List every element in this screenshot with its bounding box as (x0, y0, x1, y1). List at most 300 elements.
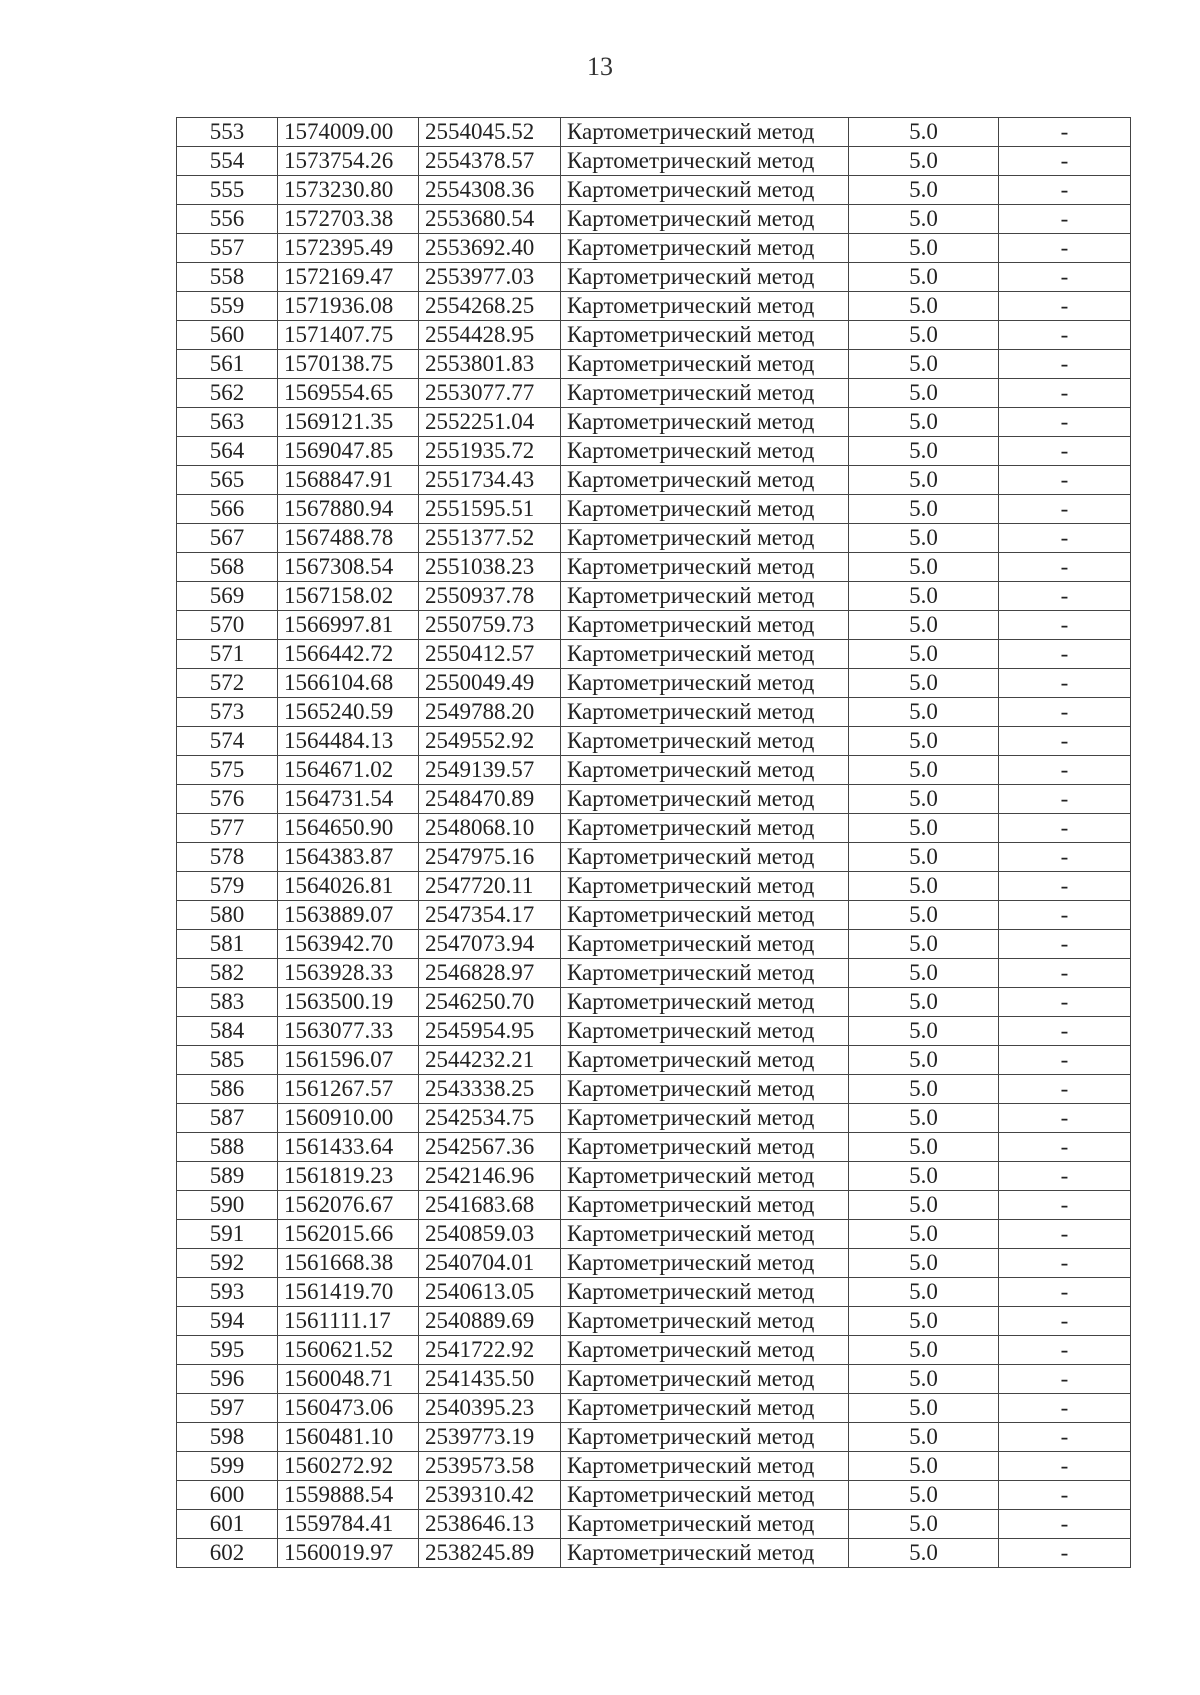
page-number: 13 (587, 52, 613, 81)
x-coordinate-cell: 1560019.97 (278, 1539, 419, 1568)
accuracy-cell: 5.0 (849, 147, 999, 176)
table-row (177, 205, 1131, 234)
table-row (177, 1046, 1131, 1075)
note-cell: - (999, 379, 1131, 408)
y-coordinate-cell: 2554308.36 (419, 176, 561, 205)
method-cell: Картометрический метод (561, 350, 849, 379)
note-cell: - (999, 1075, 1131, 1104)
method-cell: Картометрический метод (561, 466, 849, 495)
point-number-cell: 593 (177, 1278, 278, 1307)
coordinates-table (176, 117, 1131, 1568)
method-cell: Картометрический метод (561, 872, 849, 901)
y-coordinate-cell: 2539310.42 (419, 1481, 561, 1510)
table-row (177, 582, 1131, 611)
y-coordinate-cell: 2550412.57 (419, 640, 561, 669)
method-cell: Картометрический метод (561, 1162, 849, 1191)
y-coordinate-cell: 2548068.10 (419, 814, 561, 843)
method-cell: Картометрический метод (561, 1249, 849, 1278)
y-coordinate-cell: 2549139.57 (419, 756, 561, 785)
note-cell: - (999, 1336, 1131, 1365)
point-number-cell: 569 (177, 582, 278, 611)
note-cell: - (999, 1104, 1131, 1133)
x-coordinate-cell: 1571936.08 (278, 292, 419, 321)
table-row (177, 1133, 1131, 1162)
y-coordinate-cell: 2542534.75 (419, 1104, 561, 1133)
table-row (177, 785, 1131, 814)
note-cell: - (999, 234, 1131, 263)
point-number-cell: 564 (177, 437, 278, 466)
accuracy-cell: 5.0 (849, 872, 999, 901)
table-row (177, 872, 1131, 901)
x-coordinate-cell: 1573230.80 (278, 176, 419, 205)
x-coordinate-cell: 1563928.33 (278, 959, 419, 988)
accuracy-cell: 5.0 (849, 408, 999, 437)
y-coordinate-cell: 2540613.05 (419, 1278, 561, 1307)
note-cell: - (999, 1481, 1131, 1510)
point-number-cell: 583 (177, 988, 278, 1017)
x-coordinate-cell: 1561267.57 (278, 1075, 419, 1104)
method-cell: Картометрический метод (561, 1481, 849, 1510)
note-cell: - (999, 582, 1131, 611)
table-row (177, 234, 1131, 263)
x-coordinate-cell: 1572703.38 (278, 205, 419, 234)
note-cell: - (999, 1162, 1131, 1191)
method-cell: Картометрический метод (561, 437, 849, 466)
point-number-cell: 555 (177, 176, 278, 205)
accuracy-cell: 5.0 (849, 524, 999, 553)
method-cell: Картометрический метод (561, 756, 849, 785)
method-cell: Картометрический метод (561, 118, 849, 147)
table-row (177, 988, 1131, 1017)
x-coordinate-cell: 1561111.17 (278, 1307, 419, 1336)
method-cell: Картометрический метод (561, 1220, 849, 1249)
y-coordinate-cell: 2553977.03 (419, 263, 561, 292)
method-cell: Картометрический метод (561, 1104, 849, 1133)
method-cell: Картометрический метод (561, 901, 849, 930)
x-coordinate-cell: 1574009.00 (278, 118, 419, 147)
accuracy-cell: 5.0 (849, 321, 999, 350)
accuracy-cell: 5.0 (849, 118, 999, 147)
x-coordinate-cell: 1559888.54 (278, 1481, 419, 1510)
note-cell: - (999, 1046, 1131, 1075)
point-number-cell: 565 (177, 466, 278, 495)
point-number-cell: 584 (177, 1017, 278, 1046)
method-cell: Картометрический метод (561, 1017, 849, 1046)
method-cell: Картометрический метод (561, 611, 849, 640)
accuracy-cell: 5.0 (849, 1162, 999, 1191)
note-cell: - (999, 901, 1131, 930)
x-coordinate-cell: 1564650.90 (278, 814, 419, 843)
y-coordinate-cell: 2551038.23 (419, 553, 561, 582)
accuracy-cell: 5.0 (849, 611, 999, 640)
x-coordinate-cell: 1560910.00 (278, 1104, 419, 1133)
note-cell: - (999, 1278, 1131, 1307)
accuracy-cell: 5.0 (849, 176, 999, 205)
y-coordinate-cell: 2551734.43 (419, 466, 561, 495)
table-row (177, 118, 1131, 147)
point-number-cell: 577 (177, 814, 278, 843)
method-cell: Картометрический метод (561, 727, 849, 756)
accuracy-cell: 5.0 (849, 640, 999, 669)
y-coordinate-cell: 2549788.20 (419, 698, 561, 727)
table-row (177, 1278, 1131, 1307)
x-coordinate-cell: 1567880.94 (278, 495, 419, 524)
note-cell: - (999, 118, 1131, 147)
x-coordinate-cell: 1560621.52 (278, 1336, 419, 1365)
method-cell: Картометрический метод (561, 379, 849, 408)
note-cell: - (999, 843, 1131, 872)
point-number-cell: 585 (177, 1046, 278, 1075)
point-number-cell: 576 (177, 785, 278, 814)
x-coordinate-cell: 1564671.02 (278, 756, 419, 785)
table-row (177, 1220, 1131, 1249)
note-cell: - (999, 640, 1131, 669)
y-coordinate-cell: 2547975.16 (419, 843, 561, 872)
table-row (177, 321, 1131, 350)
x-coordinate-cell: 1564484.13 (278, 727, 419, 756)
x-coordinate-cell: 1564731.54 (278, 785, 419, 814)
point-number-cell: 557 (177, 234, 278, 263)
note-cell: - (999, 292, 1131, 321)
table-row (177, 1075, 1131, 1104)
y-coordinate-cell: 2541435.50 (419, 1365, 561, 1394)
point-number-cell: 601 (177, 1510, 278, 1539)
note-cell: - (999, 350, 1131, 379)
accuracy-cell: 5.0 (849, 1307, 999, 1336)
accuracy-cell: 5.0 (849, 1336, 999, 1365)
table-row (177, 466, 1131, 495)
note-cell: - (999, 1539, 1131, 1568)
x-coordinate-cell: 1560272.92 (278, 1452, 419, 1481)
method-cell: Картометрический метод (561, 234, 849, 263)
y-coordinate-cell: 2549552.92 (419, 727, 561, 756)
y-coordinate-cell: 2542567.36 (419, 1133, 561, 1162)
method-cell: Картометрический метод (561, 1307, 849, 1336)
x-coordinate-cell: 1570138.75 (278, 350, 419, 379)
accuracy-cell: 5.0 (849, 205, 999, 234)
method-cell: Картометрический метод (561, 205, 849, 234)
x-coordinate-cell: 1561819.23 (278, 1162, 419, 1191)
note-cell: - (999, 1220, 1131, 1249)
table-row (177, 495, 1131, 524)
y-coordinate-cell: 2554045.52 (419, 118, 561, 147)
x-coordinate-cell: 1562076.67 (278, 1191, 419, 1220)
method-cell: Картометрический метод (561, 814, 849, 843)
note-cell: - (999, 495, 1131, 524)
table-row (177, 408, 1131, 437)
table-row (177, 1017, 1131, 1046)
method-cell: Картометрический метод (561, 669, 849, 698)
y-coordinate-cell: 2551595.51 (419, 495, 561, 524)
y-coordinate-cell: 2539573.58 (419, 1452, 561, 1481)
point-number-cell: 596 (177, 1365, 278, 1394)
x-coordinate-cell: 1566997.81 (278, 611, 419, 640)
method-cell: Картометрический метод (561, 321, 849, 350)
accuracy-cell: 5.0 (849, 466, 999, 495)
point-number-cell: 561 (177, 350, 278, 379)
accuracy-cell: 5.0 (849, 1539, 999, 1568)
y-coordinate-cell: 2547354.17 (419, 901, 561, 930)
x-coordinate-cell: 1563500.19 (278, 988, 419, 1017)
x-coordinate-cell: 1566442.72 (278, 640, 419, 669)
method-cell: Картометрический метод (561, 1394, 849, 1423)
method-cell: Картометрический метод (561, 582, 849, 611)
table-row (177, 176, 1131, 205)
point-number-cell: 572 (177, 669, 278, 698)
method-cell: Картометрический метод (561, 843, 849, 872)
accuracy-cell: 5.0 (849, 1046, 999, 1075)
method-cell: Картометрический метод (561, 930, 849, 959)
point-number-cell: 595 (177, 1336, 278, 1365)
point-number-cell: 568 (177, 553, 278, 582)
table-body (177, 118, 1131, 1568)
table-row (177, 611, 1131, 640)
point-number-cell: 586 (177, 1075, 278, 1104)
x-coordinate-cell: 1563077.33 (278, 1017, 419, 1046)
point-number-cell: 602 (177, 1539, 278, 1568)
y-coordinate-cell: 2545954.95 (419, 1017, 561, 1046)
table-row (177, 930, 1131, 959)
note-cell: - (999, 698, 1131, 727)
point-number-cell: 578 (177, 843, 278, 872)
y-coordinate-cell: 2544232.21 (419, 1046, 561, 1075)
table-row (177, 1249, 1131, 1278)
accuracy-cell: 5.0 (849, 727, 999, 756)
note-cell: - (999, 1510, 1131, 1539)
y-coordinate-cell: 2542146.96 (419, 1162, 561, 1191)
accuracy-cell: 5.0 (849, 1017, 999, 1046)
point-number-cell: 558 (177, 263, 278, 292)
point-number-cell: 599 (177, 1452, 278, 1481)
y-coordinate-cell: 2554428.95 (419, 321, 561, 350)
x-coordinate-cell: 1571407.75 (278, 321, 419, 350)
y-coordinate-cell: 2550759.73 (419, 611, 561, 640)
accuracy-cell: 5.0 (849, 437, 999, 466)
x-coordinate-cell: 1564383.87 (278, 843, 419, 872)
x-coordinate-cell: 1562015.66 (278, 1220, 419, 1249)
y-coordinate-cell: 2553077.77 (419, 379, 561, 408)
point-number-cell: 563 (177, 408, 278, 437)
accuracy-cell: 5.0 (849, 582, 999, 611)
accuracy-cell: 5.0 (849, 1249, 999, 1278)
accuracy-cell: 5.0 (849, 785, 999, 814)
x-coordinate-cell: 1566104.68 (278, 669, 419, 698)
point-number-cell: 597 (177, 1394, 278, 1423)
method-cell: Картометрический метод (561, 1336, 849, 1365)
accuracy-cell: 5.0 (849, 698, 999, 727)
point-number-cell: 570 (177, 611, 278, 640)
point-number-cell: 591 (177, 1220, 278, 1249)
table-row (177, 727, 1131, 756)
point-number-cell: 571 (177, 640, 278, 669)
y-coordinate-cell: 2538646.13 (419, 1510, 561, 1539)
point-number-cell: 562 (177, 379, 278, 408)
accuracy-cell: 5.0 (849, 756, 999, 785)
note-cell: - (999, 814, 1131, 843)
y-coordinate-cell: 2553680.54 (419, 205, 561, 234)
accuracy-cell: 5.0 (849, 930, 999, 959)
y-coordinate-cell: 2540889.69 (419, 1307, 561, 1336)
method-cell: Картометрический метод (561, 1510, 849, 1539)
point-number-cell: 594 (177, 1307, 278, 1336)
accuracy-cell: 5.0 (849, 1452, 999, 1481)
method-cell: Картометрический метод (561, 1452, 849, 1481)
note-cell: - (999, 1452, 1131, 1481)
table-row (177, 669, 1131, 698)
note-cell: - (999, 785, 1131, 814)
y-coordinate-cell: 2538245.89 (419, 1539, 561, 1568)
method-cell: Картометрический метод (561, 959, 849, 988)
accuracy-cell: 5.0 (849, 1075, 999, 1104)
x-coordinate-cell: 1560048.71 (278, 1365, 419, 1394)
method-cell: Картометрический метод (561, 1539, 849, 1568)
table-row (177, 263, 1131, 292)
table-row (177, 1191, 1131, 1220)
y-coordinate-cell: 2551935.72 (419, 437, 561, 466)
y-coordinate-cell: 2554378.57 (419, 147, 561, 176)
accuracy-cell: 5.0 (849, 669, 999, 698)
note-cell: - (999, 727, 1131, 756)
note-cell: - (999, 988, 1131, 1017)
table-row (177, 1365, 1131, 1394)
table-row (177, 814, 1131, 843)
table-row (177, 524, 1131, 553)
note-cell: - (999, 408, 1131, 437)
x-coordinate-cell: 1563889.07 (278, 901, 419, 930)
table-row (177, 379, 1131, 408)
x-coordinate-cell: 1567308.54 (278, 553, 419, 582)
note-cell: - (999, 669, 1131, 698)
point-number-cell: 590 (177, 1191, 278, 1220)
method-cell: Картометрический метод (561, 495, 849, 524)
y-coordinate-cell: 2548470.89 (419, 785, 561, 814)
point-number-cell: 582 (177, 959, 278, 988)
table-row (177, 1452, 1131, 1481)
accuracy-cell: 5.0 (849, 1133, 999, 1162)
method-cell: Картометрический метод (561, 988, 849, 1017)
table-row (177, 756, 1131, 785)
note-cell: - (999, 205, 1131, 234)
note-cell: - (999, 1365, 1131, 1394)
accuracy-cell: 5.0 (849, 379, 999, 408)
accuracy-cell: 5.0 (849, 553, 999, 582)
note-cell: - (999, 1394, 1131, 1423)
method-cell: Картометрический метод (561, 640, 849, 669)
method-cell: Картометрический метод (561, 1046, 849, 1075)
x-coordinate-cell: 1561596.07 (278, 1046, 419, 1075)
accuracy-cell: 5.0 (849, 1278, 999, 1307)
x-coordinate-cell: 1573754.26 (278, 147, 419, 176)
y-coordinate-cell: 2552251.04 (419, 408, 561, 437)
table-row (177, 350, 1131, 379)
method-cell: Картометрический метод (561, 1191, 849, 1220)
accuracy-cell: 5.0 (849, 292, 999, 321)
point-number-cell: 581 (177, 930, 278, 959)
table-row (177, 292, 1131, 321)
method-cell: Картометрический метод (561, 785, 849, 814)
accuracy-cell: 5.0 (849, 1423, 999, 1452)
x-coordinate-cell: 1560473.06 (278, 1394, 419, 1423)
note-cell: - (999, 1249, 1131, 1278)
table-row (177, 1539, 1131, 1568)
note-cell: - (999, 437, 1131, 466)
table-row (177, 1336, 1131, 1365)
note-cell: - (999, 1017, 1131, 1046)
point-number-cell: 553 (177, 118, 278, 147)
y-coordinate-cell: 2550937.78 (419, 582, 561, 611)
method-cell: Картометрический метод (561, 1278, 849, 1307)
table-row (177, 1423, 1131, 1452)
method-cell: Картометрический метод (561, 553, 849, 582)
x-coordinate-cell: 1561668.38 (278, 1249, 419, 1278)
accuracy-cell: 5.0 (849, 1191, 999, 1220)
x-coordinate-cell: 1561433.64 (278, 1133, 419, 1162)
x-coordinate-cell: 1567158.02 (278, 582, 419, 611)
note-cell: - (999, 1133, 1131, 1162)
x-coordinate-cell: 1569047.85 (278, 437, 419, 466)
x-coordinate-cell: 1559784.41 (278, 1510, 419, 1539)
accuracy-cell: 5.0 (849, 350, 999, 379)
accuracy-cell: 5.0 (849, 988, 999, 1017)
method-cell: Картометрический метод (561, 1423, 849, 1452)
note-cell: - (999, 321, 1131, 350)
table-row (177, 1307, 1131, 1336)
y-coordinate-cell: 2540859.03 (419, 1220, 561, 1249)
point-number-cell: 600 (177, 1481, 278, 1510)
table-row (177, 698, 1131, 727)
table-row (177, 1162, 1131, 1191)
x-coordinate-cell: 1565240.59 (278, 698, 419, 727)
x-coordinate-cell: 1572395.49 (278, 234, 419, 263)
point-number-cell: 579 (177, 872, 278, 901)
method-cell: Картометрический метод (561, 263, 849, 292)
y-coordinate-cell: 2547720.11 (419, 872, 561, 901)
table-row (177, 1481, 1131, 1510)
point-number-cell: 575 (177, 756, 278, 785)
note-cell: - (999, 756, 1131, 785)
table-row (177, 959, 1131, 988)
y-coordinate-cell: 2543338.25 (419, 1075, 561, 1104)
point-number-cell: 560 (177, 321, 278, 350)
x-coordinate-cell: 1563942.70 (278, 930, 419, 959)
note-cell: - (999, 263, 1131, 292)
point-number-cell: 567 (177, 524, 278, 553)
point-number-cell: 580 (177, 901, 278, 930)
y-coordinate-cell: 2540395.23 (419, 1394, 561, 1423)
point-number-cell: 566 (177, 495, 278, 524)
method-cell: Картометрический метод (561, 292, 849, 321)
note-cell: - (999, 553, 1131, 582)
point-number-cell: 573 (177, 698, 278, 727)
point-number-cell: 598 (177, 1423, 278, 1452)
accuracy-cell: 5.0 (849, 843, 999, 872)
accuracy-cell: 5.0 (849, 1510, 999, 1539)
x-coordinate-cell: 1569121.35 (278, 408, 419, 437)
method-cell: Картометрический метод (561, 147, 849, 176)
accuracy-cell: 5.0 (849, 1104, 999, 1133)
y-coordinate-cell: 2546250.70 (419, 988, 561, 1017)
table-row (177, 1104, 1131, 1133)
note-cell: - (999, 1307, 1131, 1336)
x-coordinate-cell: 1567488.78 (278, 524, 419, 553)
method-cell: Картометрический метод (561, 524, 849, 553)
accuracy-cell: 5.0 (849, 1481, 999, 1510)
y-coordinate-cell: 2554268.25 (419, 292, 561, 321)
y-coordinate-cell: 2546828.97 (419, 959, 561, 988)
accuracy-cell: 5.0 (849, 1220, 999, 1249)
note-cell: - (999, 1423, 1131, 1452)
accuracy-cell: 5.0 (849, 901, 999, 930)
